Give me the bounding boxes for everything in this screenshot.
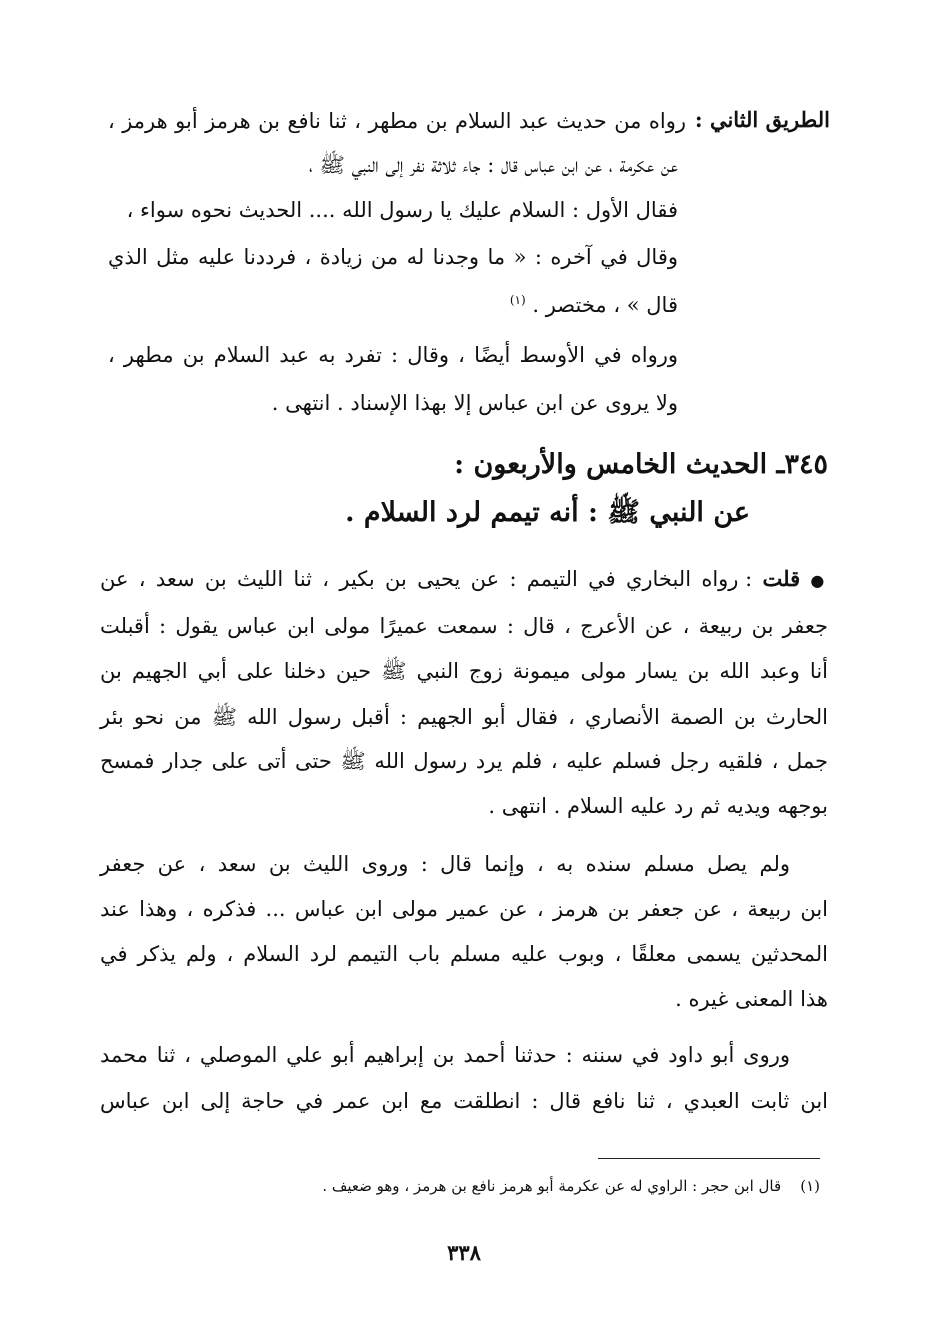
paragraph-two-line-2: ابن ربيعة ، عن جعفر بن هرمز ، عن عمير مولى ابن عباس ... فذكره ، وهذا عند [100, 897, 828, 921]
paragraph-three-line-2: ابن ثابت العبدي ، ثنا نافع قال : انطلقت مع ابن عمر في حاجة إلى ابن عباس [100, 1089, 828, 1113]
paragraph-one-line-3: أنا وعبد الله بن يسار مولى ميمونة زوج النبي ﷺ حين دخلنا على أبي الجهيم بن [100, 659, 828, 683]
page-number: ٣٣٨ [447, 1240, 481, 1265]
bullet-icon: ● [810, 571, 828, 590]
paragraph-one-line-1-text: : رواه البخاري في التيمم : عن يحيى بن بكير ، ثنا الليث بن سعد ، عن [100, 567, 753, 591]
section-line-6: ورواه في الأوسط أيضًا ، وقال : تفرد به عبد السلام بن مطهر ، [108, 343, 678, 367]
section-line-5-text: قال » ، مختصر . [532, 293, 678, 317]
section-line-2: عن عكرمة ، عن ابن عباس قال : جاء ثلاثة نفر إلى النبي ﷺ ، [308, 153, 678, 177]
footnote [120, 1175, 820, 1197]
paragraph-one-lead: قلت [762, 566, 801, 591]
section-line-3: فقال الأول : السلام عليك يا رسول الله .... الحديث نحوه سواء ، [126, 198, 678, 222]
section-label [694, 105, 830, 135]
footnote-number: (١) [800, 1177, 820, 1195]
section-line-7: ولا يروى عن ابن عباس إلا بهذا الإسناد . انتهى . [271, 391, 678, 415]
section-line-4: وقال في آخره : « ما وجدنا له من زيادة ، فرددنا عليه مثل الذي [108, 245, 678, 269]
paragraph-one-line-5: جمل ، فلقيه رجل فسلم عليه ، فلم يرد رسول الله ﷺ حتى أتى على جدار فمسح [100, 749, 828, 773]
paragraph-two-line-4: هذا المعنى غيره . [675, 987, 828, 1011]
section-line-1: رواه من حديث عبد السلام بن مطهر ، ثنا نافع بن هرمز أبو هرمز ، [108, 109, 686, 133]
paragraph-one-line-6: بوجهه ويديه ثم رد عليه السلام . انتهى . [488, 794, 828, 818]
hadith-heading-title: عن النبي ﷺ : أنه تيمم لرد السلام . [345, 497, 750, 528]
hadith-heading-number: ٣٤٥ـ الحديث الخامس والأربعون : [454, 449, 828, 480]
footnote-divider [598, 1158, 820, 1159]
paragraph-one-line-1 [100, 564, 828, 596]
paragraph-one-line-2: جعفر بن ربيعة ، عن الأعرج ، قال : سمعت عميرًا مولى ابن عباس يقول : أقبلت [100, 614, 828, 638]
footnote-marker: (١) [509, 293, 526, 307]
footnote-text: قال ابن حجر : الراوي له عن عكرمة أبو هرمز نافع بن هرمز ، وهو ضعيف . [322, 1177, 782, 1195]
section-label-text: الطريق الثاني [709, 107, 830, 132]
section-label-colon: : [694, 107, 703, 132]
paragraph-two-line-1: ولم يصل مسلم سنده به ، وإنما قال : وروى الليث بن سعد ، عن جعفر [100, 852, 790, 876]
paragraph-two-line-3: المحدثين يسمى معلقًا ، وبوب عليه مسلم باب التيمم لرد السلام ، ولم يذكر في [100, 942, 828, 966]
paragraph-one-line-4: الحارث بن الصمة الأنصاري ، فقال أبو الجهيم : أقبل رسول الله ﷺ من نحو بئر [100, 705, 828, 729]
paragraph-three-line-1: وروى أبو داود في سننه : حدثنا أحمد بن إبراهيم أبو علي الموصلي ، ثنا محمد [100, 1043, 790, 1067]
section-line-5 [300, 285, 678, 320]
